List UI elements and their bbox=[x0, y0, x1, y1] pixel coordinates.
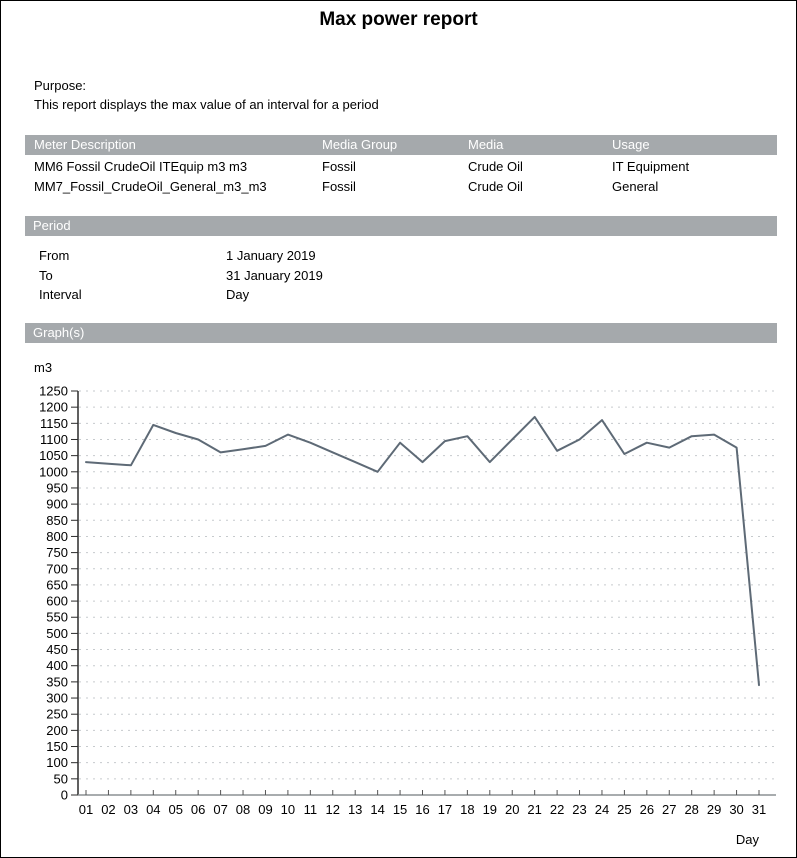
x-tick-label: 21 bbox=[527, 802, 542, 817]
x-tick-label: 25 bbox=[617, 802, 632, 817]
y-tick-label: 450 bbox=[46, 642, 68, 658]
purpose-label: Purpose: bbox=[34, 78, 87, 93]
y-tick-label: 1100 bbox=[40, 431, 68, 447]
table-cell: Fossil bbox=[322, 159, 356, 174]
y-tick-label: 1150 bbox=[40, 415, 68, 431]
y-tick-label: 400 bbox=[46, 658, 68, 674]
y-tick-label: 200 bbox=[46, 722, 68, 738]
x-tick-label: 12 bbox=[325, 802, 341, 817]
period-field-to bbox=[25, 266, 777, 286]
report-title: Max power report bbox=[319, 9, 478, 30]
x-tick-label: 05 bbox=[168, 802, 183, 817]
y-tick-label: 550 bbox=[46, 609, 68, 625]
table-cell: IT Equipment bbox=[612, 159, 690, 174]
y-tick-label: 250 bbox=[46, 706, 68, 722]
x-tick-label: 18 bbox=[460, 802, 475, 817]
period-section-header: Period bbox=[25, 216, 777, 236]
x-tick-label: 04 bbox=[146, 802, 161, 817]
column-header-usage: Usage bbox=[612, 137, 650, 152]
y-tick-label: 800 bbox=[46, 528, 68, 544]
purpose-section bbox=[34, 76, 379, 114]
x-tick-label: 09 bbox=[258, 802, 273, 817]
x-tick-label: 29 bbox=[706, 802, 722, 817]
column-header-meter-description: Meter Description bbox=[34, 137, 136, 152]
table-cell: Fossil bbox=[322, 179, 356, 194]
period-from-label: From bbox=[39, 248, 70, 263]
x-tick-label: 07 bbox=[213, 802, 228, 817]
period-interval-value: Day bbox=[226, 287, 250, 302]
y-tick-label: 100 bbox=[46, 755, 68, 771]
column-header-media-group: Media Group bbox=[322, 137, 398, 152]
x-tick-label: 27 bbox=[662, 802, 677, 817]
y-tick-label: 850 bbox=[46, 512, 68, 528]
y-tick-label: 1200 bbox=[39, 399, 68, 415]
column-header-media: Media bbox=[468, 137, 504, 152]
x-tick-label: 17 bbox=[437, 802, 453, 817]
x-tick-label: 06 bbox=[190, 802, 206, 817]
meter-table-header-row bbox=[25, 135, 777, 155]
data-line bbox=[86, 417, 759, 685]
y-tick-label: 1000 bbox=[39, 464, 68, 480]
y-tick-label: 150 bbox=[46, 739, 68, 755]
purpose-text: This report displays the max value of an interval for a period bbox=[34, 97, 379, 112]
x-tick-label: 13 bbox=[347, 802, 363, 817]
x-axis-title: Day bbox=[735, 832, 759, 847]
meter-table-body bbox=[25, 157, 777, 197]
x-tick-label: 16 bbox=[415, 802, 430, 817]
table-cell: Crude Oil bbox=[468, 179, 523, 194]
graphs-section-header: Graph(s) bbox=[25, 323, 777, 343]
table-cell: MM6 Fossil CrudeOil ITEquip m3 m3 bbox=[34, 159, 248, 174]
x-tick-label: 10 bbox=[280, 802, 296, 817]
table-cell: General bbox=[612, 179, 659, 194]
period-section bbox=[25, 216, 777, 305]
y-tick-label: 900 bbox=[46, 496, 68, 512]
period-from-value: 1 January 2019 bbox=[226, 248, 316, 263]
y-tick-label: 650 bbox=[46, 577, 68, 593]
x-tick-label: 31 bbox=[751, 802, 767, 817]
table-row bbox=[25, 177, 777, 197]
x-tick-label: 01 bbox=[78, 802, 94, 817]
meter-table bbox=[25, 135, 777, 197]
y-tick-label: 50 bbox=[53, 771, 68, 787]
y-tick-label: 300 bbox=[46, 690, 68, 706]
table-cell: Crude Oil bbox=[468, 159, 523, 174]
y-tick-label: 1250 bbox=[39, 383, 68, 399]
period-field-from bbox=[25, 246, 777, 266]
x-tick-label: 20 bbox=[504, 802, 520, 817]
chart-unit-label: m3 bbox=[34, 360, 53, 375]
period-fields bbox=[25, 246, 777, 305]
y-tick-label: 1050 bbox=[39, 448, 68, 464]
x-tick-label: 15 bbox=[392, 802, 408, 817]
y-tick-label: 350 bbox=[46, 674, 68, 690]
x-tick-label: 19 bbox=[482, 802, 498, 817]
x-tick-label: 28 bbox=[684, 802, 699, 817]
x-tick-label: 03 bbox=[123, 802, 139, 817]
x-tick-label: 14 bbox=[370, 802, 385, 817]
period-to-value: 31 January 2019 bbox=[226, 267, 323, 283]
period-to-label: To bbox=[39, 267, 53, 283]
table-cell: MM7_Fossil_CrudeOil_General_m3_m3 bbox=[34, 179, 267, 194]
y-tick-label: 700 bbox=[46, 561, 68, 577]
x-tick-label: 24 bbox=[594, 802, 610, 817]
x-tick-label: 11 bbox=[303, 802, 318, 817]
x-tick-label: 26 bbox=[639, 802, 655, 817]
period-interval-label: Interval bbox=[39, 287, 82, 302]
y-tick-label: 950 bbox=[46, 480, 68, 496]
table-row bbox=[25, 157, 777, 177]
period-field-interval bbox=[25, 285, 777, 305]
x-tick-label: 23 bbox=[572, 802, 587, 817]
x-tick-label: 22 bbox=[549, 802, 565, 817]
y-tick-label: 500 bbox=[46, 625, 68, 641]
y-tick-label: 0 bbox=[60, 787, 68, 803]
max-power-line-chart bbox=[1, 379, 797, 857]
y-tick-label: 600 bbox=[46, 593, 68, 609]
x-tick-label: 08 bbox=[235, 802, 251, 817]
y-tick-label: 750 bbox=[46, 545, 68, 561]
x-tick-label: 30 bbox=[729, 802, 744, 817]
x-tick-label: 02 bbox=[101, 802, 116, 817]
